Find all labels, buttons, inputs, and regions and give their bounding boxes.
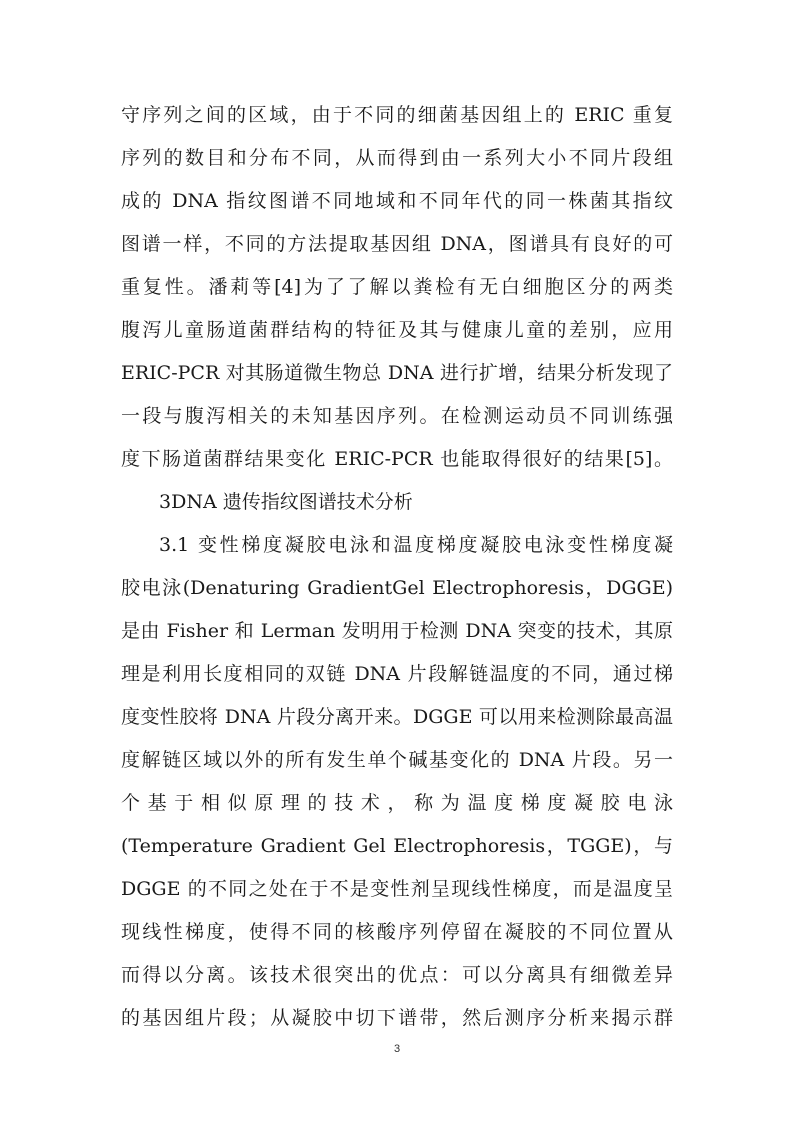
body-text-line: 腹泻儿童肠道菌群结构的特征及其与健康儿童的差别，应用: [121, 319, 673, 341]
subsection-heading-line: 3.1 变性梯度凝胶电泳和温度梯度凝胶电泳变性梯度凝: [159, 534, 673, 556]
body-text-line: 序列的数目和分布不同，从而得到由一系列大小不同片段组: [121, 147, 673, 169]
body-text-line: 而得以分离。该技术很突出的优点：可以分离具有细微差异: [121, 964, 673, 986]
body-text-line: 度解链区域以外的所有发生单个碱基变化的 DNA 片段。另一: [121, 749, 673, 771]
body-text-line: 胶电泳(Denaturing GradientGel Electrophoresis，DGGE): [121, 577, 673, 599]
body-text-line: 度下肠道菌群结果变化 ERIC-PCR 也能取得很好的结果[5]。: [121, 448, 673, 470]
body-text-line: 理是利用长度相同的双链 DNA 片段解链温度的不同，通过梯: [121, 663, 673, 685]
body-text-line: 重复性。潘莉等[4]为了了解以粪检有无白细胞区分的两类: [121, 276, 673, 298]
page-number: 3: [393, 1043, 401, 1055]
body-text-line: 现线性梯度，使得不同的核酸序列停留在凝胶的不同位置从: [121, 921, 673, 943]
body-text-line: ERIC-PCR 对其肠道微生物总 DNA 进行扩增，结果分析发现了: [121, 362, 673, 384]
body-text-line: 图谱一样，不同的方法提取基因组 DNA，图谱具有良好的可: [121, 233, 673, 255]
body-text-line: 度变性胶将 DNA 片段分离开来。DGGE 可以用来检测除最高温: [121, 706, 673, 728]
body-text-line: (Temperature Gradient Gel Electrophoresis，TGGE)，与: [121, 835, 673, 857]
body-text-line: 守序列之间的区域，由于不同的细菌基因组上的 ERIC 重复: [121, 104, 673, 126]
body-text-line: 成的 DNA 指纹图谱不同地域和不同年代的同一株菌其指纹: [121, 190, 673, 212]
body-text-line: 一段与腹泻相关的未知基因序列。在检测运动员不同训练强: [121, 405, 673, 427]
section-heading: 3DNA 遗传指纹图谱技术分析: [159, 491, 413, 513]
body-text-line: 的基因组片段；从凝胶中切下谱带，然后测序分析来揭示群: [121, 1007, 673, 1029]
body-text-line: 是由 Fisher 和 Lerman 发明用于检测 DNA 突变的技术，其原: [121, 620, 673, 642]
body-text-line: 个基于相似原理的技术，称为温度梯度凝胶电泳: [121, 792, 673, 814]
body-text-line: DGGE 的不同之处在于不是变性剂呈现线性梯度，而是温度呈: [121, 878, 673, 900]
